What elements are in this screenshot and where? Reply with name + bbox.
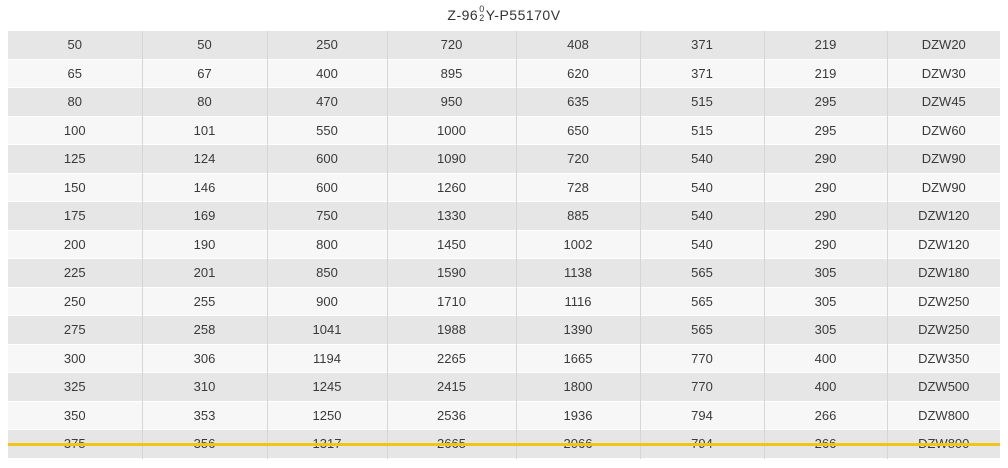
table-cell: DZW30: [887, 59, 1000, 88]
table-cell: 1002: [516, 230, 640, 259]
table-cell: DZW250: [887, 287, 1000, 316]
table-cell: 100: [8, 116, 142, 145]
table-row: [8, 31, 1000, 59]
table-cell: 201: [142, 259, 267, 288]
table-cell: 200: [8, 230, 142, 259]
table-cell: 1800: [516, 373, 640, 402]
table-cell: 1138: [516, 259, 640, 288]
table-cell: DZW45: [887, 88, 1000, 117]
table-cell: 255: [142, 287, 267, 316]
table-cell: 720: [387, 31, 516, 59]
table-cell: 305: [764, 287, 887, 316]
table-cell: 50: [8, 31, 142, 59]
table-cell: 850: [267, 259, 387, 288]
table-cell: 80: [142, 88, 267, 117]
table-cell: DZW350: [887, 344, 1000, 373]
table-cell: 1988: [387, 316, 516, 345]
table-cell: 720: [516, 145, 640, 174]
table-row: [8, 116, 1000, 145]
table-cell: DZW60: [887, 116, 1000, 145]
table-cell: 190: [142, 230, 267, 259]
table-cell: 794: [640, 401, 764, 430]
table-row: [8, 88, 1000, 117]
table-cell: DZW90: [887, 173, 1000, 202]
table-row: [8, 287, 1000, 316]
table-cell: 1665: [516, 344, 640, 373]
table-row: [8, 145, 1000, 174]
table-cell: 124: [142, 145, 267, 174]
table-cell: 219: [764, 31, 887, 59]
table-cell: 650: [516, 116, 640, 145]
table-cell: 2536: [387, 401, 516, 430]
table-cell: 2415: [387, 373, 516, 402]
table-cell: 1390: [516, 316, 640, 345]
table-cell: 310: [142, 373, 267, 402]
table-cell: DZW250: [887, 316, 1000, 345]
table-cell: 470: [267, 88, 387, 117]
table-cell: 950: [387, 88, 516, 117]
table-cell: 600: [267, 173, 387, 202]
table-cell: 1250: [267, 401, 387, 430]
table-cell: 515: [640, 116, 764, 145]
table-cell: 290: [764, 230, 887, 259]
table-cell: 750: [267, 202, 387, 231]
table-cell: 1260: [387, 173, 516, 202]
table-cell: 1710: [387, 287, 516, 316]
spec-table-body: [8, 31, 1000, 458]
table-cell: 67: [142, 59, 267, 88]
table-cell: 1245: [267, 373, 387, 402]
table-cell: 900: [267, 287, 387, 316]
table-row: [8, 202, 1000, 231]
table-row: [8, 230, 1000, 259]
table-cell: 371: [640, 59, 764, 88]
table-cell: 275: [8, 316, 142, 345]
table-cell: 1330: [387, 202, 516, 231]
table-cell: 540: [640, 173, 764, 202]
spec-table: [8, 31, 1000, 459]
table-cell: 565: [640, 259, 764, 288]
table-cell: 65: [8, 59, 142, 88]
table-cell: 300: [8, 344, 142, 373]
table-row: [8, 316, 1000, 345]
table-cell: 250: [8, 287, 142, 316]
table-cell: 258: [142, 316, 267, 345]
table-cell: 400: [764, 373, 887, 402]
table-cell: 325: [8, 373, 142, 402]
table-cell: 125: [8, 145, 142, 174]
table-row: [8, 173, 1000, 202]
table-cell: 728: [516, 173, 640, 202]
table-cell: 305: [764, 316, 887, 345]
table-cell: 146: [142, 173, 267, 202]
table-cell: 1116: [516, 287, 640, 316]
fraction-top: 0: [479, 4, 485, 15]
table-cell: 290: [764, 173, 887, 202]
table-cell: 515: [640, 88, 764, 117]
table-cell: 540: [640, 145, 764, 174]
table-cell: 565: [640, 316, 764, 345]
table-row: [8, 259, 1000, 288]
table-cell: 1090: [387, 145, 516, 174]
table-cell: 306: [142, 344, 267, 373]
table-cell: 408: [516, 31, 640, 59]
table-cell: 600: [267, 145, 387, 174]
table-cell: 350: [8, 401, 142, 430]
table-cell: 1194: [267, 344, 387, 373]
table-row: [8, 59, 1000, 88]
table-cell: 1041: [267, 316, 387, 345]
table-cell: 635: [516, 88, 640, 117]
table-cell: DZW500: [887, 373, 1000, 402]
table-cell: 150: [8, 173, 142, 202]
table-cell: 770: [640, 344, 764, 373]
table-cell: 169: [142, 202, 267, 231]
table-cell: 550: [267, 116, 387, 145]
table-cell: 305: [764, 259, 887, 288]
table-cell: 353: [142, 401, 267, 430]
table-cell: 290: [764, 202, 887, 231]
table-cell: 800: [267, 230, 387, 259]
table-cell: DZW90: [887, 145, 1000, 174]
table-row: [8, 344, 1000, 373]
table-cell: 2265: [387, 344, 516, 373]
title-prefix: Z-96: [447, 7, 479, 23]
table-cell: 101: [142, 116, 267, 145]
table-cell: 371: [640, 31, 764, 59]
table-cell: 885: [516, 202, 640, 231]
table-cell: 1590: [387, 259, 516, 288]
table-cell: 540: [640, 230, 764, 259]
table-title: [0, 4, 1008, 26]
table-cell: DZW120: [887, 230, 1000, 259]
table-cell: 219: [764, 59, 887, 88]
table-cell: 225: [8, 259, 142, 288]
table-cell: 295: [764, 88, 887, 117]
table-row: [8, 373, 1000, 402]
table-cell: 770: [640, 373, 764, 402]
bottom-accent-rule: [8, 443, 1000, 446]
table-cell: 250: [267, 31, 387, 59]
table-cell: DZW120: [887, 202, 1000, 231]
table-cell: 895: [387, 59, 516, 88]
table-cell: DZW800: [887, 401, 1000, 430]
table-cell: DZW20: [887, 31, 1000, 59]
table-cell: 400: [764, 344, 887, 373]
table-cell: 50: [142, 31, 267, 59]
table-cell: 565: [640, 287, 764, 316]
title-suffix: Y-P55170V: [485, 7, 561, 23]
table-cell: 266: [764, 401, 887, 430]
table-cell: 290: [764, 145, 887, 174]
table-cell: 400: [267, 59, 387, 88]
table-cell: 1450: [387, 230, 516, 259]
table-cell: 175: [8, 202, 142, 231]
table-cell: DZW180: [887, 259, 1000, 288]
table-row: [8, 401, 1000, 430]
title-fraction: [479, 5, 485, 23]
table-cell: 540: [640, 202, 764, 231]
table-cell: 80: [8, 88, 142, 117]
fraction-bottom: 2: [479, 13, 485, 24]
table-cell: 620: [516, 59, 640, 88]
table-cell: 295: [764, 116, 887, 145]
table-cell: 1000: [387, 116, 516, 145]
table-cell: 1936: [516, 401, 640, 430]
